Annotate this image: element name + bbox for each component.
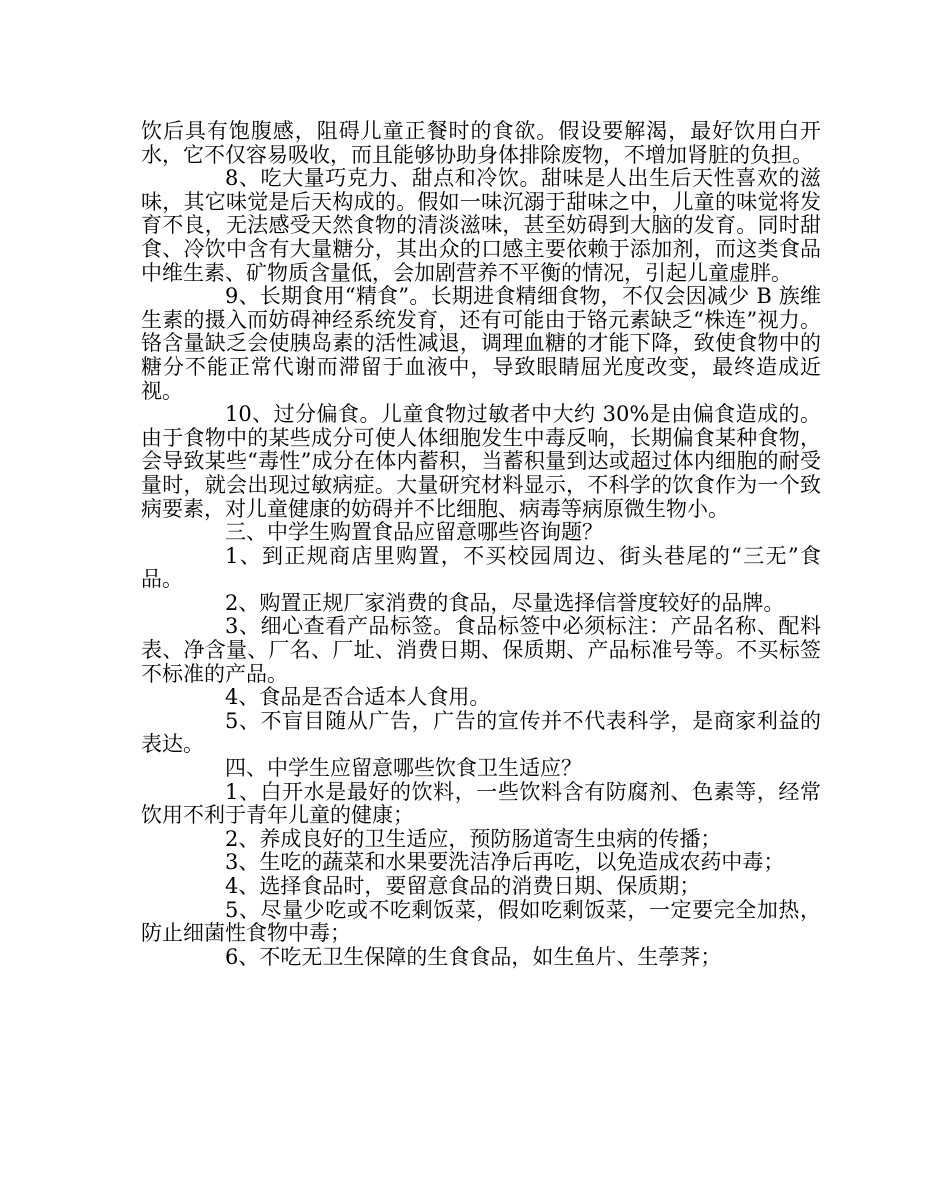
paragraph-item-9: 9、长期食用“精食”。长期进食精细食物，不仅会因减少 B 族维生素的摄入而妨碍神经系统发育，还有可能由于铬元素缺乏“株连”视力。铬含量缺乏会使胰岛素的活性减退，调理血糖的才能下降，致使食物中的糖分不能正常代谢而滞留于血液中，导致眼睛屈光度改变，最终造成近视。	[141, 284, 821, 403]
section4-item-4: 4、选择食品时，要留意食品的消费日期、保质期；	[225, 874, 701, 898]
paragraph-item-10: 10、过分偏食。儿童食物过敏者中大约 30%是由偏食造成的。由于食物中的某些成分可使人体细胞发生中毒反响，长期偏食某种食物，会导致某些“毒性”成分在体内蓄积，当蓄积量到达或超过体内细胞的耐受量时，就会出现过敏病症。大量研究材料显示，不科学的饮食作为一个致病要素，对儿童健康的妨碍并不比细胞、病毒等病原微生物小。	[141, 402, 821, 521]
section3-item-5: 5、不盲目随从广告，广告的宣传并不代表科学，是商家利益的表达。	[141, 708, 821, 757]
section3-item-1: 1、到正规商店里购置，不买校园周边、街头巷尾的“三无”食品。	[141, 543, 821, 592]
section3-item-2: 2、购置正规厂家消费的食品，尽量选择信誉度较好的品牌。	[225, 590, 785, 615]
paragraph-1: 饮后具有饱腹感，阻碍儿童正餐时的食欲。假设要解渴，最好饮用白开水，它不仅容易吸收，而且能够协助身体排除废物，不增加肾脏的负担。	[141, 119, 821, 167]
section4-item-6: 6、不吃无卫生保障的生食食品，如生鱼片、生荸荠；	[225, 944, 722, 969]
section-heading-4: 四、中学生应留意哪些饮食卫生适应？	[225, 756, 582, 781]
paragraph-item-8: 8、吃大量巧克力、甜点和冷饮。甜味是人出生后天性喜欢的滋味，其它味觉是后天构成的。假如一味沉溺于甜味之中，儿童的味觉将发育不良，无法感受天然食物的清淡滋味，甚至妨碍到大脑的发育。同时甜食、冷饮中含有大量糖分，其出众的口感主要依赖于添加剂，而这类食品中维生素、矿物质含量低，会加剧营养不平衡的情况，引起儿童虚胖。	[141, 166, 821, 285]
document-page	[141, 120, 821, 969]
section4-item-5: 5、尽量少吃或不吃剩饭菜，假如吃剩饭菜，一定要完全加热，防止细菌性食物中毒；	[141, 897, 821, 946]
section4-item-3: 3、生吃的蔬菜和水果要洗洁净后再吃，以免造成农药中毒；	[225, 850, 785, 875]
section4-item-1: 1、白开水是最好的饮料，一些饮料含有防腐剂、色素等，经常饮用不利于青年儿童的健康；	[141, 779, 821, 828]
section3-item-3: 3、细心查看产品标签。食品标签中必须标注：产品名称、配料表、净含量、厂名、厂址、消费日期、保质期、产品标准号等。不买标签不标准的产品。	[141, 614, 821, 686]
section3-item-4: 4、食品是否合适本人食用。	[225, 685, 491, 710]
section4-item-2: 2、养成良好的卫生适应，预防肠道寄生虫病的传播；	[225, 826, 722, 851]
section-heading-3: 三、中学生购置食品应留意哪些咨询题？	[225, 520, 603, 545]
